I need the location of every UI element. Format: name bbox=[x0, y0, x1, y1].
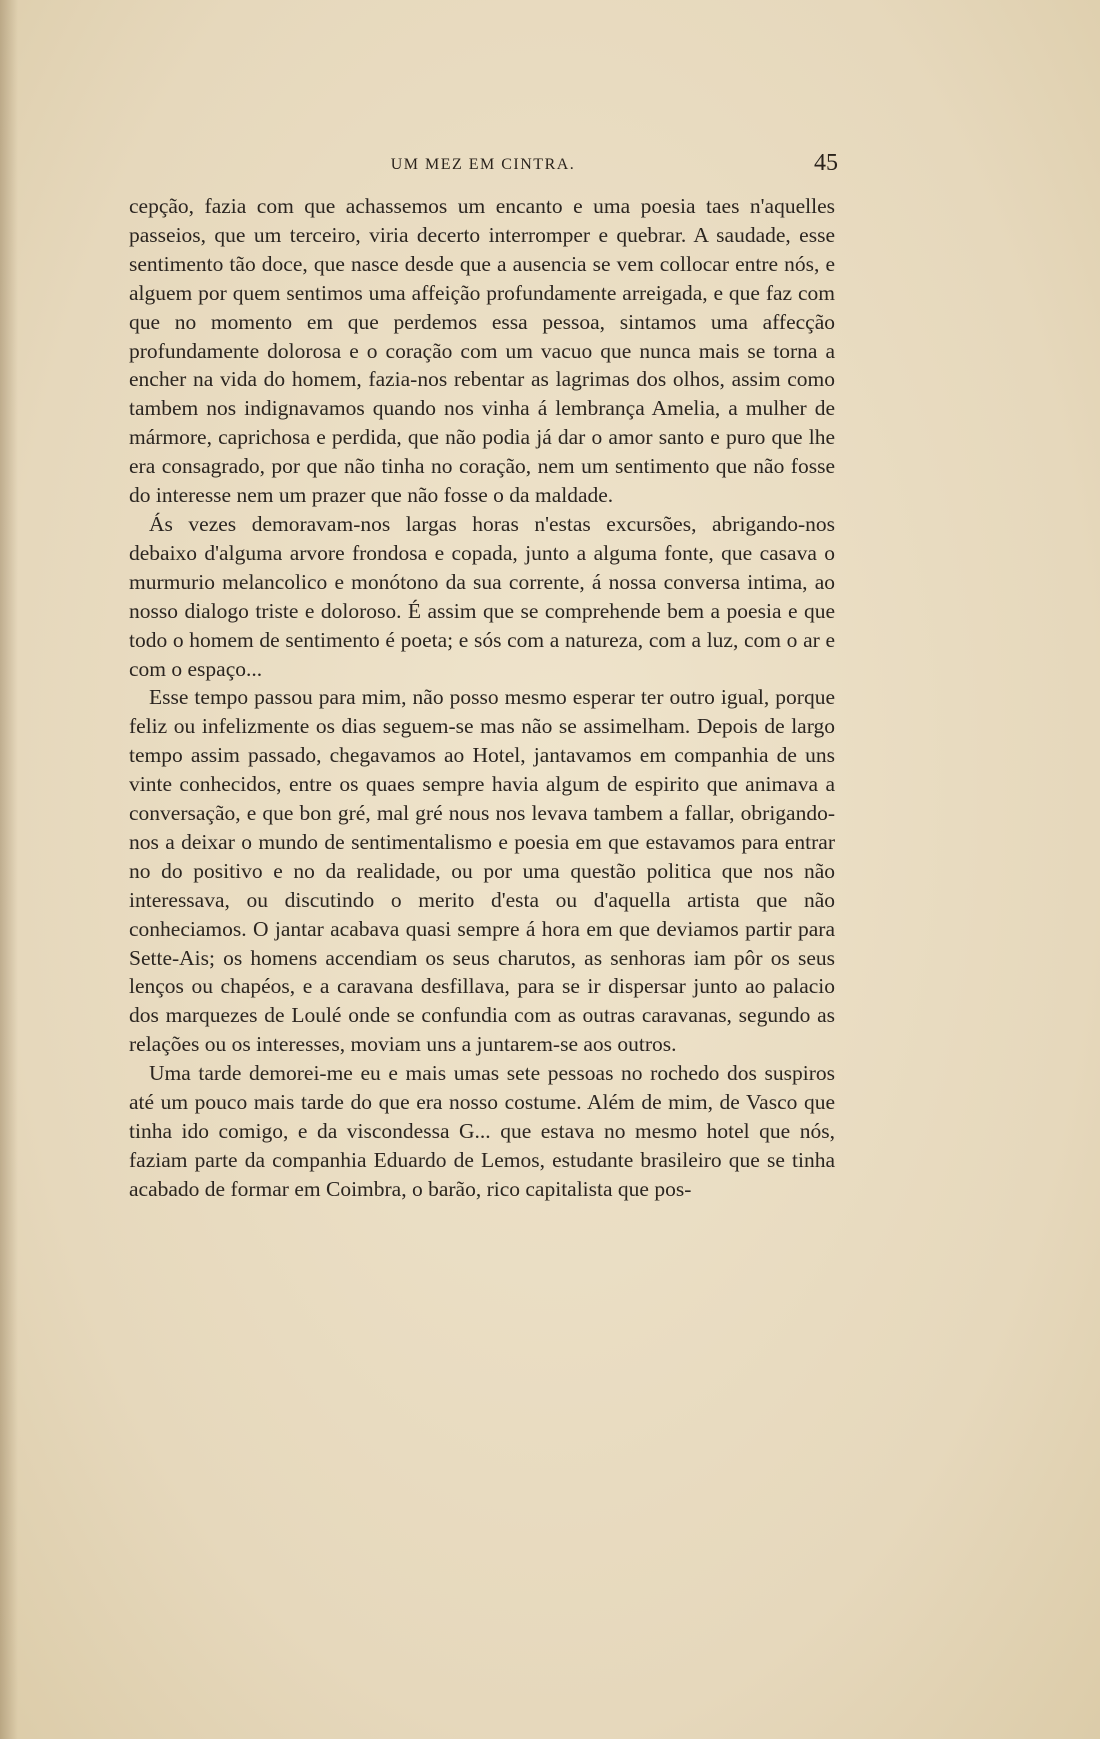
body-text bbox=[129, 192, 835, 1204]
paragraph: cepção, fazia com que achassemos um encanto e uma poesia taes n'aquelles passeios, que um terceiro, viria decerto interromper e quebrar. A saudade, esse sentimento tão doce, que nasce desde que a ausencia se vem collocar entre nós, e alguem por quem sentimos uma affeição profundamente arreigada, e que faz com que no momento em que perdemos essa pessoa, sintamos uma affecção profundamente dolorosa e o coração com um vacuo que nunca mais se torna a encher na vida do homem, fazia-nos rebentar as lagrimas dos olhos, assim como tambem nos indignavamos quando nos vinha á lembrança Amelia, a mulher de mármore, caprichosa e perdida, que não podia já dar o amor santo e puro que lhe era consagrado, por que não tinha no coração, nem um sentimento que não fosse do interesse nem um prazer que não fosse o da maldade. bbox=[129, 194, 835, 508]
paragraph: Uma tarde demorei-me eu e mais umas sete pessoas no rochedo dos suspiros até um pouco mais tarde do que era nosso costume. Além de mim, de Vasco que tinha ido comigo, e da viscondessa G... que estava no mesmo hotel que nós, faziam parte da companhia Eduardo de Lemos, estudante brasileiro que se tinha acabado de formar em Coimbra, o barão, rico capitalista que pos- bbox=[129, 1061, 835, 1201]
paragraph: Ás vezes demoravam-nos largas horas n'estas excursões, abrigando-nos debaixo d'alguma arvore frondosa e copada, junto a alguma fonte, que casava o murmurio melancolico e monótono da sua corrente, á nossa conversa intima, ao nosso dialogo triste e doloroso. É assim que se comprehende bem a poesia e que todo o homem de sentimento é poeta; e sós com a natureza, com a luz, com o ar e com o espaço... bbox=[129, 511, 835, 681]
paragraph: Esse tempo passou para mim, não posso mesmo esperar ter outro igual, porque feliz ou infelizmente os dias seguem-se mas não se assimelham. Depois de largo tempo assim passado, chegavamos ao Hotel, jantavamos em companhia de uns vinte conhecidos, entre os quaes sempre havia algum de espirito que animava a conversação, e que bon gré, mal gré nous nos levava tambem a fallar, obrigando-nos a deixar o mundo de sentimentalismo e poesia em que estavamos para entrar no do positivo e no da realidade, ou por uma questão politica que nos não interessava, ou discutindo o merito d'esta ou d'aquella artista que não conheciamos. O jantar acabava quasi sempre á hora em que deviamos partir para Sette-Ais; os homens accendiam os seus charutos, as senhoras iam pôr os seus lenços ou chapéos, e a caravana desfillava, para se ir dispersar junto ao palacio dos marquezes de Loulé onde se confundia com as outras caravanas, segundo as relações ou os interesses, moviam uns a juntarem-se aos outros. bbox=[129, 685, 835, 1057]
page-number: 45 bbox=[814, 150, 838, 176]
page-header bbox=[128, 150, 838, 180]
running-title: UM MEZ EM CINTRA. bbox=[390, 156, 576, 173]
